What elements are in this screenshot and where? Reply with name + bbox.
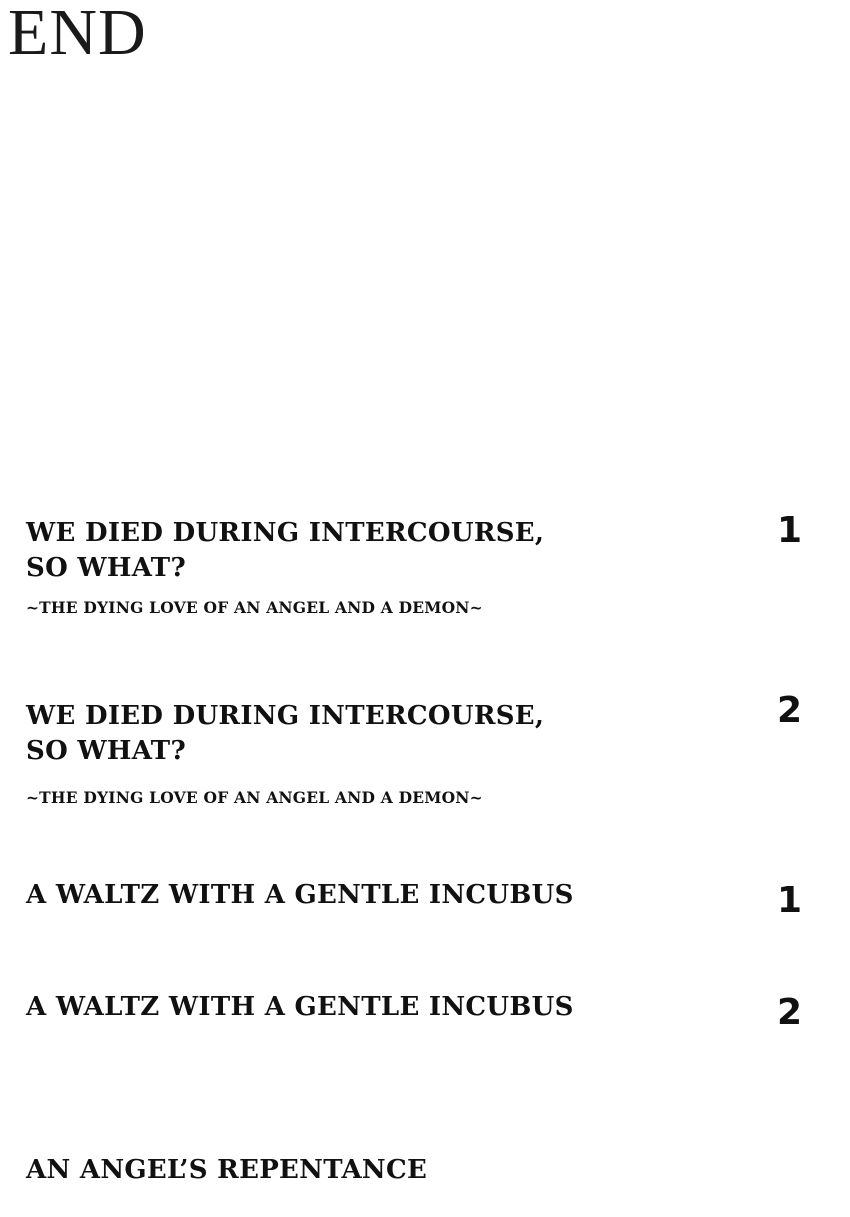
entry-title-line: A WALTZ WITH A GENTLE INCUBUS — [26, 880, 574, 910]
entry-title-line: AN ANGEL’S REPENTANCE — [26, 1155, 428, 1185]
entry-number: 1 — [776, 880, 802, 921]
entry-subtitle: ~THE DYING LOVE OF AN ANGEL AND A DEMON~ — [26, 598, 483, 617]
entry-number: 2 — [776, 690, 802, 731]
entry-title-line: WE DIED DURING INTERCOURSE, — [26, 518, 545, 548]
entry-title — [26, 1153, 427, 1188]
entry-title-line: WE DIED DURING INTERCOURSE, — [26, 701, 545, 731]
entry-title — [26, 990, 574, 1025]
entry-number: 1 — [776, 510, 802, 551]
end-mark: END — [8, 0, 147, 69]
entry-title — [26, 699, 544, 769]
entry-title — [26, 878, 574, 913]
entry-title — [26, 516, 544, 586]
entry-title-line: SO WHAT? — [26, 553, 186, 583]
entry-number: 2 — [776, 992, 802, 1033]
entry-title-line: A WALTZ WITH A GENTLE INCUBUS — [26, 992, 574, 1022]
entry-title-line: SO WHAT? — [26, 736, 186, 766]
entry-subtitle: ~THE DYING LOVE OF AN ANGEL AND A DEMON~ — [26, 788, 483, 807]
